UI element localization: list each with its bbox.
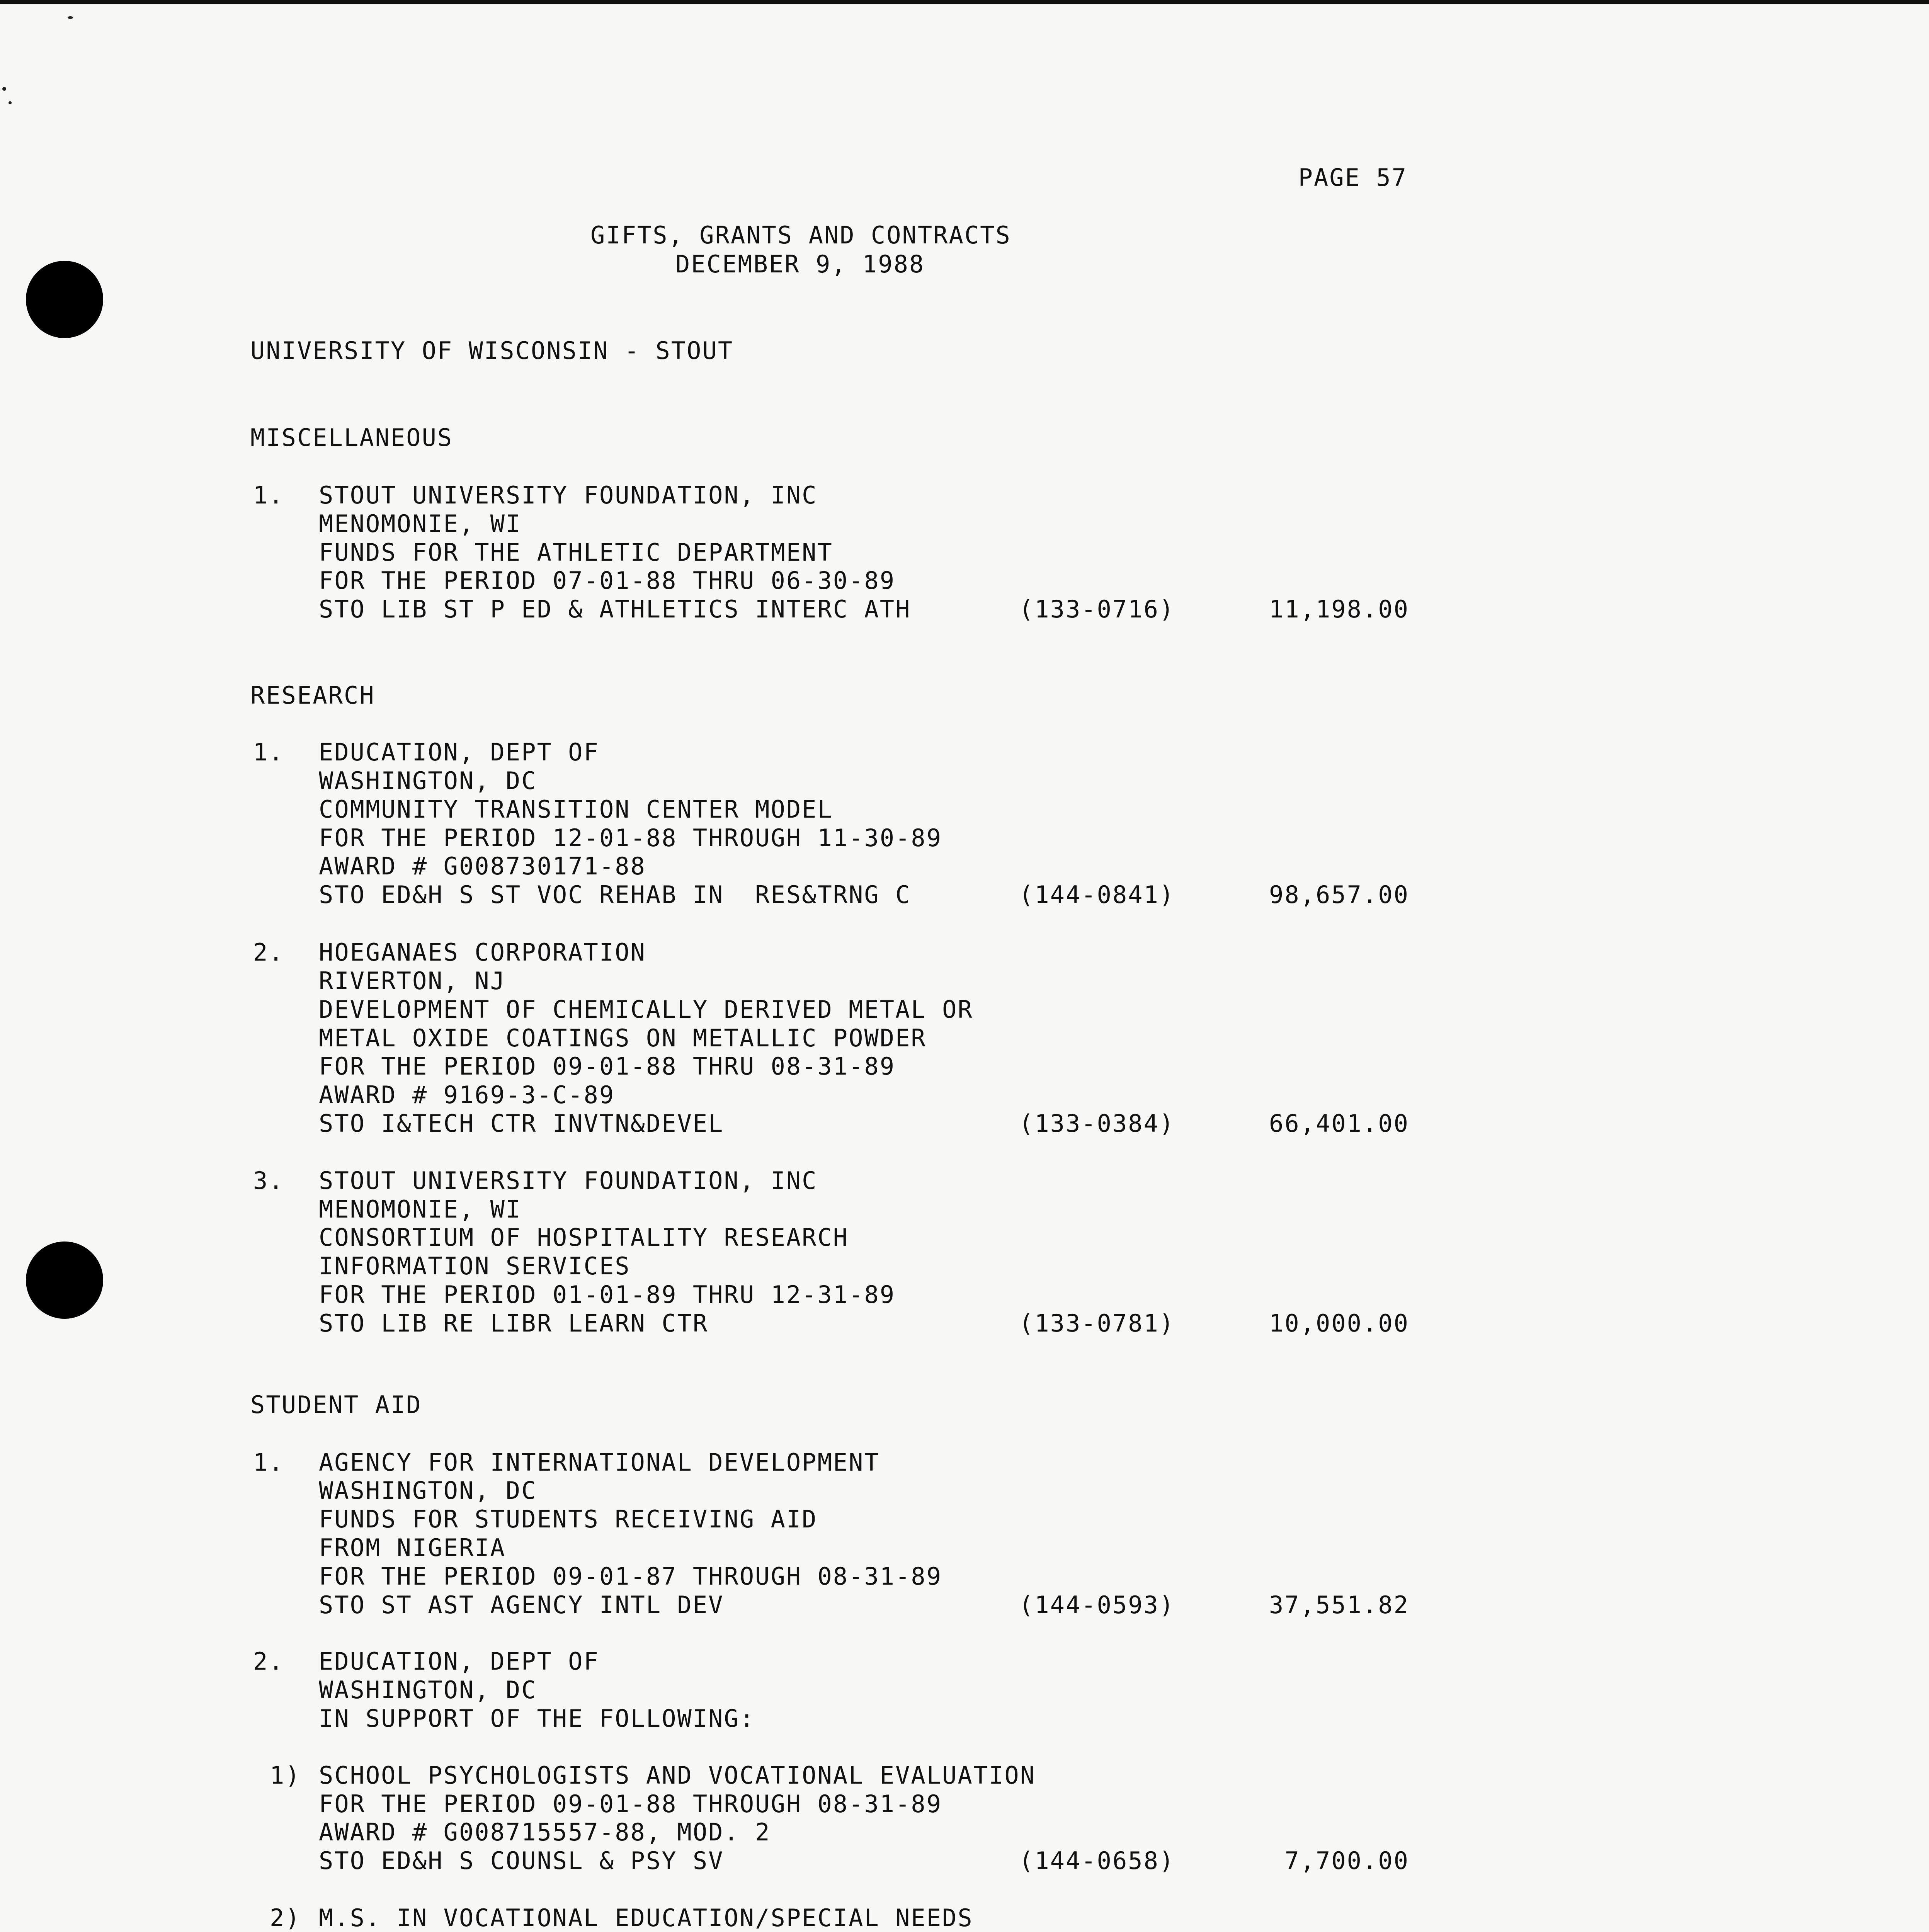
item-line: CONSORTIUM OF HOSPITALITY RESEARCH xyxy=(319,1223,849,1252)
amount: 10,000.00 xyxy=(1269,1309,1409,1337)
item-line: DEVELOPMENT OF CHEMICALLY DERIVED METAL OR xyxy=(319,995,973,1024)
item-line: SCHOOL PSYCHOLOGISTS AND VOCATIONAL EVALUATION xyxy=(319,1761,1036,1789)
account-code: (144-0658) xyxy=(1019,1847,1175,1875)
item-line: AGENCY FOR INTERNATIONAL DEVELOPMENT xyxy=(319,1448,880,1476)
document-title: GIFTS, GRANTS AND CONTRACTS xyxy=(590,221,1011,249)
item-number: 3. xyxy=(253,1167,284,1195)
account-code: (133-0716) xyxy=(1019,595,1175,623)
item-line: INFORMATION SERVICES xyxy=(319,1252,631,1280)
institution-name: UNIVERSITY OF WISCONSIN - STOUT xyxy=(250,337,734,365)
item-line: RIVERTON, NJ xyxy=(319,967,506,995)
item-line: EDUCATION, DEPT OF xyxy=(319,1647,599,1675)
item-line: M.S. IN VOCATIONAL EDUCATION/SPECIAL NEEDS xyxy=(319,1904,973,1932)
item-line: WASHINGTON, DC xyxy=(319,1676,537,1704)
item-line: FOR THE PERIOD 09-01-87 THROUGH 08-31-89 xyxy=(319,1562,942,1590)
amount: 66,401.00 xyxy=(1269,1109,1409,1138)
document-date: DECEMBER 9, 1988 xyxy=(675,250,925,278)
sub-item-number: 1) xyxy=(270,1761,301,1789)
section-heading-research: RESEARCH xyxy=(250,681,375,709)
item-line: EDUCATION, DEPT OF xyxy=(319,738,599,766)
page-number: PAGE 57 xyxy=(1298,163,1407,192)
item-line: AWARD # 9169-3-C-89 xyxy=(319,1081,615,1109)
item-line: HOEGANAES CORPORATION xyxy=(319,938,646,966)
section-heading-student-aid: STUDENT AID xyxy=(250,1391,422,1419)
item-number: 2. xyxy=(253,938,284,966)
item-line: STO ST AST AGENCY INTL DEV xyxy=(319,1591,724,1619)
item-line: METAL OXIDE COATINGS ON METALLIC POWDER xyxy=(319,1024,927,1052)
item-line: STOUT UNIVERSITY FOUNDATION, INC xyxy=(319,481,818,509)
item-line: STO ED&H S COUNSL & PSY SV xyxy=(319,1847,724,1875)
item-line: FUNDS FOR STUDENTS RECEIVING AID xyxy=(319,1505,818,1533)
item-line: MENOMONIE, WI xyxy=(319,510,522,538)
item-line: FOR THE PERIOD 09-01-88 THRU 08-31-89 xyxy=(319,1052,896,1080)
amount: 11,198.00 xyxy=(1269,595,1409,623)
item-line: FUNDS FOR THE ATHLETIC DEPARTMENT xyxy=(319,538,833,566)
account-code: (144-0841) xyxy=(1019,881,1175,909)
item-line: FOR THE PERIOD 01-01-89 THRU 12-31-89 xyxy=(319,1281,896,1309)
scan-speck xyxy=(9,101,12,104)
item-number: 1. xyxy=(253,738,284,766)
item-number: 1. xyxy=(253,1448,284,1476)
item-line: AWARD # G008715557-88, MOD. 2 xyxy=(319,1818,771,1846)
item-line: COMMUNITY TRANSITION CENTER MODEL xyxy=(319,795,833,823)
account-code: (133-0781) xyxy=(1019,1309,1175,1337)
scan-edge-line xyxy=(0,0,1929,4)
item-number: 1. xyxy=(253,481,284,509)
item-number: 2. xyxy=(253,1647,284,1675)
item-line: FOR THE PERIOD 07-01-88 THRU 06-30-89 xyxy=(319,566,896,595)
scan-speck xyxy=(68,16,73,19)
item-line: IN SUPPORT OF THE FOLLOWING: xyxy=(319,1704,755,1733)
amount: 7,700.00 xyxy=(1284,1847,1409,1875)
item-line: STOUT UNIVERSITY FOUNDATION, INC xyxy=(319,1167,818,1195)
amount: 37,551.82 xyxy=(1269,1591,1409,1619)
item-line: FROM NIGERIA xyxy=(319,1534,506,1562)
item-line: MENOMONIE, WI xyxy=(319,1195,522,1223)
item-line: FOR THE PERIOD 09-01-88 THROUGH 08-31-89 xyxy=(319,1790,942,1818)
amount: 98,657.00 xyxy=(1269,881,1409,909)
item-line: WASHINGTON, DC xyxy=(319,1476,537,1505)
item-line: AWARD # G008730171-88 xyxy=(319,852,646,880)
item-line: STO I&TECH CTR INVTN&DEVEL xyxy=(319,1109,724,1138)
item-line: STO LIB RE LIBR LEARN CTR xyxy=(319,1309,709,1337)
item-line: STO LIB ST P ED & ATHLETICS INTERC ATH xyxy=(319,595,911,623)
item-line: WASHINGTON, DC xyxy=(319,767,537,795)
item-line: FOR THE PERIOD 12-01-88 THROUGH 11-30-89 xyxy=(319,824,942,852)
punch-hole-middle xyxy=(26,1242,103,1319)
account-code: (144-0593) xyxy=(1019,1591,1175,1619)
account-code: (133-0384) xyxy=(1019,1109,1175,1138)
section-heading-miscellaneous: MISCELLANEOUS xyxy=(250,423,453,452)
punch-hole-top xyxy=(26,261,103,338)
sub-item-number: 2) xyxy=(270,1904,301,1932)
item-line: STO ED&H S ST VOC REHAB IN RES&TRNG C xyxy=(319,881,911,909)
scan-speck xyxy=(2,87,6,91)
